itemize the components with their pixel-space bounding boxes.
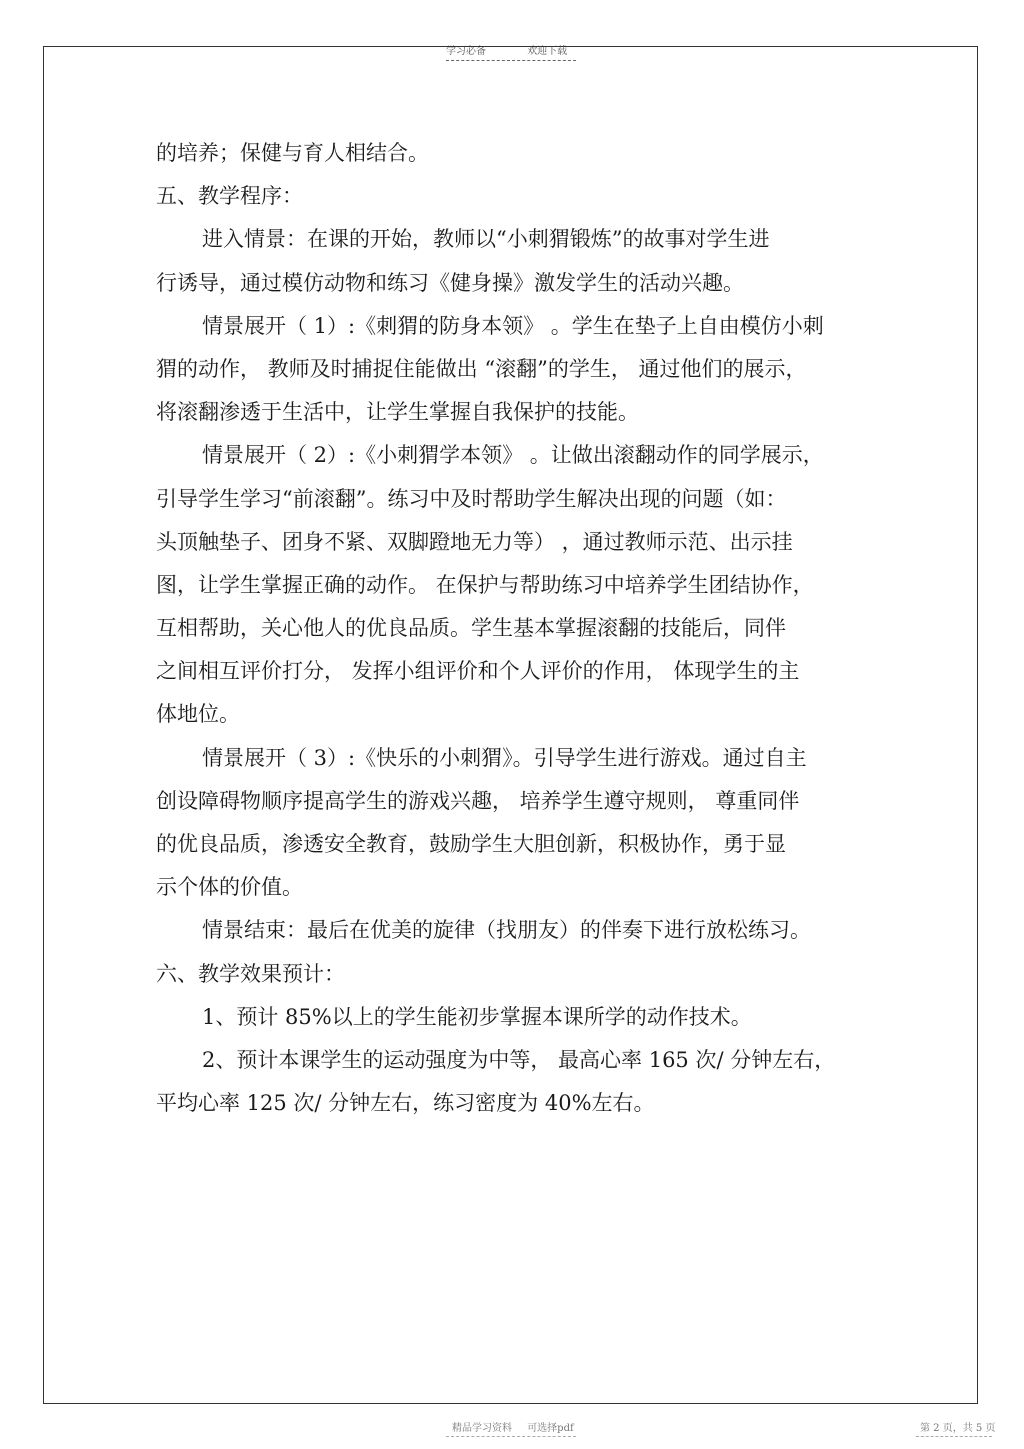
section-heading <box>156 953 876 996</box>
text-line-content: 创设障碍物顺序提高学生的游戏兴趣， 培养学生遵守规则， 尊重同伴 <box>156 788 800 813</box>
text-line-content: 互相帮助，关心他人的优良品质。学生基本掌握滚翻的技能后，同伴 <box>156 616 786 641</box>
text-line-content: 头顶触垫子、团身不紧、双脚蹬地无力等） ，通过教师示范、出示挂 <box>156 529 793 554</box>
text-line-content: 的培养；保健与育人相结合。 <box>156 141 429 165</box>
section-heading-text: 五、教学程序： <box>156 184 303 209</box>
text-line-content: 示个体的价值。 <box>156 875 303 900</box>
text-line-content: 图，让学生掌握正确的动作。 在保护与帮助练习中培养学生团结协作， <box>156 572 814 597</box>
footer-dashed-rule-right <box>916 1436 992 1437</box>
header-right-text: 欢迎下载 <box>527 46 568 57</box>
text-line <box>156 262 876 305</box>
text-line-content: 1、预计 85%以上的学生能初步掌握本课所学的动作技术。 <box>202 1004 752 1029</box>
text-line <box>156 434 876 477</box>
text-line-content: 将滚翻渗透于生活中，让学生掌握自我保护的技能。 <box>156 400 639 425</box>
text-line <box>156 391 876 434</box>
text-line <box>156 823 876 866</box>
text-line <box>156 132 876 175</box>
text-line <box>156 650 876 693</box>
text-line <box>156 564 876 607</box>
text-line-content: 猬的动作， 教师及时捕捉住能做出 “滚翻”的学生， 通过他们的展示， <box>156 356 807 381</box>
section-heading <box>156 175 876 218</box>
text-line <box>156 737 876 780</box>
text-line-content: 的优良品质，渗透安全教育，鼓励学生大胆创新，积极协作，勇于显 <box>156 832 786 856</box>
text-line <box>156 521 876 564</box>
text-line-content: 情景展开（ 2）:《小刺猬学本领》 。让做出滚翻动作的同学展示， <box>202 443 824 468</box>
text-line <box>156 478 876 521</box>
section-heading-text: 六、教学效果预计： <box>156 961 345 986</box>
footer-left-text: 精品学习资料 <box>452 1423 512 1434</box>
text-line-content: 行诱导，通过模仿动物和练习《健身操》激发学生的活动兴趣。 <box>156 270 744 295</box>
text-line <box>156 996 876 1039</box>
text-line-content: 进入情景：在课的开始，教师以“小刺猬锻炼”的故事对学生进 <box>202 227 770 252</box>
text-line-content: 引导学生学习“前滚翻”。练习中及时帮助学生解决出现的问题（如： <box>156 486 787 511</box>
page-number: 第 2 页，共 5 页 <box>920 1423 996 1434</box>
text-line <box>156 218 876 261</box>
text-line <box>156 305 876 348</box>
text-line-content: 2、预计本课学生的运动强度为中等， 最高心率 165 次/ 分钟左右， <box>202 1047 836 1072</box>
text-line <box>156 693 876 736</box>
page-footer <box>452 1419 574 1434</box>
header-left-text: 学习必备 <box>446 46 486 57</box>
document-body <box>156 132 876 1125</box>
footer-dashed-rule <box>446 1436 576 1437</box>
text-line <box>156 348 876 391</box>
footer-middle-text: 可选择pdf <box>527 1423 574 1434</box>
text-line <box>156 780 876 823</box>
text-line <box>156 1082 876 1125</box>
text-line-content: 情景展开（ 3）:《快乐的小刺猬》。引导学生进行游戏。通过自主 <box>202 745 807 770</box>
text-line-content: 体地位。 <box>156 702 240 727</box>
text-line <box>156 607 876 650</box>
text-line-content: 之间相互评价打分， 发挥小组评价和个人评价的作用， 体现学生的主 <box>156 659 800 684</box>
text-line-content: 情景结束：最后在优美的旋律（找朋友）的伴奏下进行放松练习。 <box>202 918 811 943</box>
text-line-content: 情景展开（ 1）:《刺猬的防身本领》 。学生在垫子上自由模仿小刺 <box>202 313 824 338</box>
text-line <box>156 909 876 952</box>
text-line <box>156 1039 876 1082</box>
text-line-content: 平均心率 125 次/ 分钟左右，练习密度为 40%左右。 <box>156 1091 655 1116</box>
text-line <box>156 866 876 909</box>
